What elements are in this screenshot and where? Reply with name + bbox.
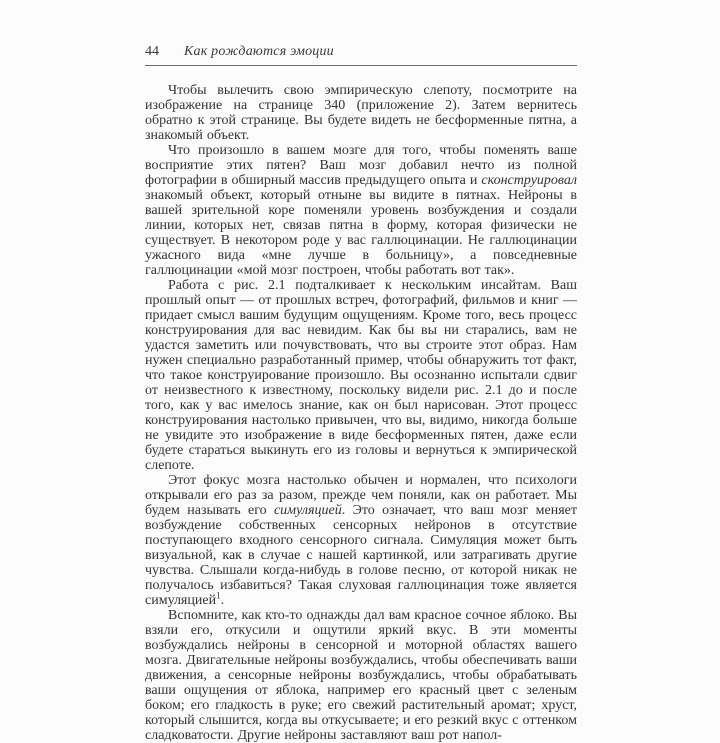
text-run: . [220, 593, 225, 608]
text-run: Этот фокус мозга настолько обычен и нормален, что психологи открывали его раз за разом, прежде чем поняли, как он работает. Мы будем называть его [145, 473, 577, 518]
text-run: Чтобы вылечить свою эмпирическую слепоту, посмотрите на изображение на странице 340 (приложение 2). Затем вернитесь обратно к этой странице. Вы будете видеть не бесформенные пятна, а знакомый объект. [145, 83, 577, 143]
page-body [145, 83, 577, 743]
text-run: Работа с рис. 2.1 подталкивает к нескольким инсайтам. Ваш прошлый опыт — от прошлых встреч, фотографий, фильмов и книг — придает смысл вашим будущим ощущениям. Кроме того, весь процесс конструирования для вас невидим. Как бы вы ни старались, вам не удастся заметить или почувствовать, что вы строите этот образ. Нам нужен специально разработанный пример, чтобы обнаружить тот факт, что такое конструирование произошло. Вы осознанно испытали сдвиг от неизвестного к известному, поскольку видели рис. 2.1 до и после того, как у вас имелось знание, как он был нарисован. Этот процесс конструирования настолько привычен, что вы, видимо, никогда больше не увидите это изображение в виде бесформенных пятен, даже если будете стараться выкинуть его из головы и вернуться к эмпирической слепоте. [145, 278, 577, 473]
paragraph [145, 143, 577, 278]
text-run: Что произошло в вашем мозге для того, чтобы поменять ваше восприятие этих пятен? Ваш мозг добавил нечто из полной фотографии в обширный массив предыдущего опыта и [145, 143, 577, 188]
footnote-marker: 1 [216, 590, 221, 601]
italic-term: симуляцией [273, 503, 342, 518]
paragraph [145, 83, 577, 143]
italic-term: сконструировал [481, 173, 577, 188]
paragraph [145, 473, 577, 608]
paragraph [145, 608, 577, 743]
running-title: Как рождаются эмоции [184, 44, 334, 59]
paragraph [145, 278, 577, 473]
page-header [145, 44, 577, 66]
page-content [145, 44, 577, 743]
text-run: знакомый объект, который отныне вы видите в пятнах. Нейроны в вашей зрительной коре поменяли уровень возбуждения и создали линии, которых нет, связав пятна в форму, которая физически не существует. В некотором роде у вас галлюцинации. Не галлюцинации ужасного вида «мне лучше в больницу», а повседневные галлюцинации «мой мозг построен, чтобы работать вот так». [145, 188, 577, 278]
page-number: 44 [145, 44, 159, 59]
text-run: Вспомните, как кто-то однажды дал вам красное сочное яблоко. Вы взяли его, откусили и ощутили яркий вкус. В эти моменты возбуждались нейроны в сенсорной и моторной областях вашего мозга. Двигательные нейроны возбуждались, чтобы обеспечивать ваши движения, а сенсорные нейроны возбуждались, чтобы обрабатывать ваши ощущения от яблока, например его красный цвет с зеленым боком; его гладкость в руке; его свежий растительный аромат; хруст, который слышится, когда вы откусываете; и его резкий вкус с оттенком сладковатости. Другие нейроны заставляют ваш рот напол- [145, 608, 577, 743]
text-run: . Это означает, что ваш мозг меняет возбуждение собственных сенсорных нейронов в отсутствие поступающего входного сенсорного сигнала. Симуляция может быть визуальной, как в случае с нашей картинкой, или затрагивать другие чувства. Слышали когда-нибудь в голове песню, от которой никак не получалось избавиться? Такая слуховая галлюцинация тоже является симуляцией [145, 503, 577, 608]
